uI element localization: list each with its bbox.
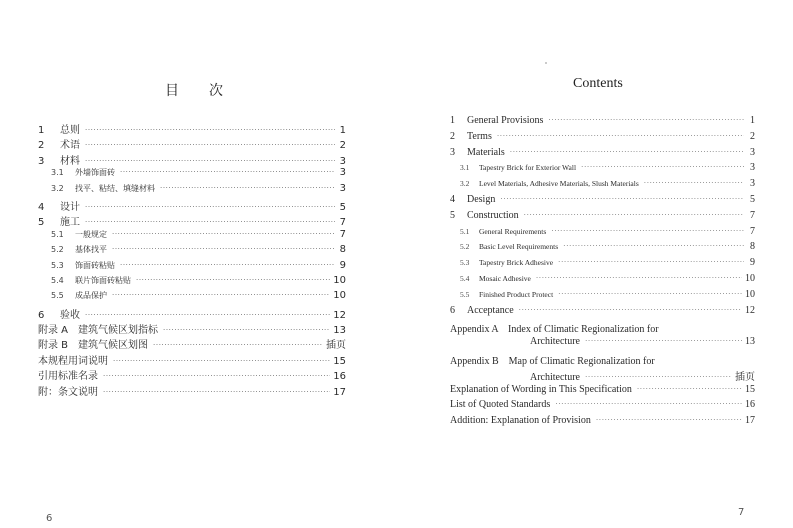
entry-label: List of Quoted Standards	[450, 399, 551, 411]
entry-page: 7	[339, 217, 346, 229]
entry-page: 3	[339, 155, 346, 167]
entry-page: 9	[339, 259, 346, 271]
entry-label: 术语	[60, 140, 80, 152]
entry-page: 15	[745, 383, 755, 395]
entry-label: 成品保护	[75, 291, 107, 301]
dot-leader	[585, 373, 732, 381]
entry-label: 引用标准名录	[38, 371, 98, 383]
entry-label: 附录 A 建筑气候区划指标	[38, 325, 159, 337]
toc-entry-wording[interactable]	[450, 384, 755, 400]
entry-page: 2	[339, 140, 346, 152]
entry-page: 插页	[735, 371, 755, 383]
entry-number: 5.2	[460, 242, 470, 252]
dot-leader	[555, 400, 742, 408]
entry-number: 4	[450, 193, 455, 205]
dot-leader	[510, 148, 744, 156]
title-char-1: 目	[165, 83, 179, 99]
toc-entry[interactable]	[38, 229, 346, 244]
entry-label: Tapestry Brick for Exterior Wall	[479, 163, 577, 173]
toc-list-chinese	[38, 121, 346, 398]
dot-leader	[103, 388, 330, 396]
entry-label: 找平、粘结、填缝材料	[75, 183, 155, 193]
left-page-chinese-toc	[0, 0, 396, 528]
entry-number: 5.1	[460, 226, 470, 236]
dot-leader	[163, 326, 330, 334]
entry-label: Finished Product Protect	[479, 289, 554, 299]
toc-entry-appendix-a-cont[interactable]	[450, 336, 755, 352]
entry-number: 3.2	[460, 179, 470, 189]
entry-label: Appendix A Index of Climatic Regionalization for	[450, 324, 659, 336]
dot-leader	[500, 195, 744, 203]
toc-entry[interactable]	[450, 273, 755, 289]
entry-page: 8	[339, 244, 346, 256]
entry-label: 总则	[60, 125, 80, 136]
entry-number: 6	[38, 309, 45, 321]
entry-label: 材料	[60, 155, 80, 167]
entry-page: 10	[745, 288, 755, 300]
entry-label: 饰面砖粘贴	[75, 260, 115, 270]
entry-label: General Requirements	[479, 226, 547, 236]
toc-entry[interactable]	[38, 306, 346, 321]
dot-leader	[120, 168, 335, 176]
toc-entry[interactable]	[38, 183, 346, 198]
right-page-english-toc	[397, 0, 793, 528]
entry-number: 2	[38, 140, 45, 152]
toc-entry[interactable]	[450, 226, 755, 242]
entry-number: 5	[450, 209, 455, 221]
dot-leader	[136, 276, 330, 284]
toc-entry[interactable]	[450, 210, 755, 226]
toc-entry-explanation[interactable]	[450, 415, 755, 431]
entry-number: 6	[450, 304, 455, 316]
dot-leader	[85, 141, 335, 149]
dot-leader	[112, 291, 330, 299]
toc-entry[interactable]	[450, 289, 755, 305]
entry-page: 7	[750, 209, 755, 221]
dot-leader	[85, 203, 335, 211]
dot-leader	[85, 157, 335, 165]
entry-label: Terms	[467, 130, 492, 142]
entry-number: 5	[38, 217, 45, 229]
dot-leader	[581, 163, 744, 171]
toc-entry-wording[interactable]	[38, 352, 346, 367]
entry-number: 3.2	[51, 183, 64, 193]
dot-leader	[558, 258, 744, 266]
page-number-right: 7	[738, 507, 745, 518]
entry-label: Mosaic Adhesive	[479, 273, 531, 283]
entry-number: 5.5	[51, 291, 64, 301]
dot-leader	[519, 306, 742, 314]
entry-number: 5.4	[51, 275, 64, 285]
entry-page: 10	[333, 290, 346, 302]
entry-label: Basic Level Requirements	[479, 242, 559, 252]
entry-label: Architecture	[530, 336, 580, 348]
entry-number: 5.3	[460, 258, 470, 268]
toc-entry-explanation[interactable]	[38, 383, 346, 398]
entry-number: 5.5	[460, 289, 470, 299]
entry-page: 17	[745, 415, 755, 427]
entry-page: 5	[339, 201, 346, 213]
toc-entry[interactable]	[450, 178, 755, 194]
entry-label: Acceptance	[467, 304, 514, 316]
entry-page: 3	[339, 182, 346, 194]
page-number-left: 6	[46, 513, 53, 524]
entry-label: Tapestry Brick Adhesive	[479, 258, 554, 268]
entry-label: 施工	[60, 217, 80, 229]
toc-entry[interactable]	[450, 115, 755, 131]
toc-entry[interactable]	[38, 260, 346, 275]
title-char-2: 次	[209, 83, 223, 99]
dot-leader	[558, 290, 742, 298]
entry-page: 9	[750, 257, 755, 269]
dot-leader	[551, 227, 744, 235]
entry-page: 15	[333, 355, 346, 367]
entry-number: 5.1	[51, 229, 64, 239]
toc-entry-appendix-b-cont[interactable]	[450, 368, 755, 384]
entry-page: 插页	[326, 340, 346, 352]
dot-leader	[497, 132, 744, 140]
entry-label: 外墙饰面砖	[75, 168, 115, 178]
entry-label: Level Materials, Adhesive Materials, Slush Materials	[479, 179, 639, 189]
dot-leader	[585, 337, 742, 345]
entry-page: 3	[750, 146, 755, 158]
entry-number: 1	[38, 125, 45, 136]
entry-page: 17	[333, 386, 346, 398]
entry-label: Materials	[467, 146, 505, 158]
entry-page: 2	[750, 130, 755, 142]
toc-entry[interactable]	[38, 244, 346, 259]
entry-page: 13	[333, 325, 346, 337]
entry-page: 1	[750, 115, 755, 126]
entry-label: 设计	[60, 201, 80, 213]
dot-leader	[160, 184, 335, 192]
toc-entry[interactable]	[450, 147, 755, 163]
entry-number: 3	[38, 155, 45, 167]
dot-leader	[637, 385, 742, 393]
entry-label: 附录 B 建筑气候区划图	[38, 340, 149, 352]
toc-entry-appendix-b[interactable]	[38, 336, 346, 351]
dot-leader	[563, 242, 744, 250]
entry-label: 本规程用词说明	[38, 355, 108, 367]
entry-page: 5	[750, 193, 755, 205]
entry-label: 附：条文说明	[38, 386, 98, 398]
toc-entry[interactable]	[38, 290, 346, 305]
toc-entry[interactable]	[450, 194, 755, 210]
entry-page: 10	[745, 272, 755, 284]
dot-leader	[596, 416, 742, 424]
toc-entry-appendix-a[interactable]	[450, 320, 755, 336]
toc-entry[interactable]	[450, 241, 755, 257]
dot-leader	[644, 179, 744, 187]
toc-entry-quoted-standards[interactable]	[450, 399, 755, 415]
entry-page: 3	[750, 162, 755, 174]
entry-page: 16	[333, 371, 346, 383]
entry-label: 验收	[60, 309, 80, 321]
entry-number: 3.1	[51, 168, 64, 178]
entry-label: Addition: Explanation of Provision	[450, 415, 591, 427]
dot-leader	[85, 126, 335, 134]
entry-page: 16	[745, 399, 755, 411]
dot-leader	[85, 311, 330, 319]
entry-page: 12	[333, 309, 346, 321]
entry-label: 一般规定	[75, 229, 107, 239]
entry-number: 3.1	[460, 163, 470, 173]
page-title-chinese	[165, 80, 223, 100]
entry-number: 1	[450, 115, 455, 126]
entry-label: 基体找平	[75, 245, 107, 255]
toc-entry[interactable]	[450, 162, 755, 178]
entry-page: 3	[339, 167, 346, 179]
dot-leader	[112, 245, 335, 253]
dot-leader	[153, 341, 323, 349]
entry-page: 7	[750, 225, 755, 237]
entry-number: 5.2	[51, 245, 64, 255]
dot-leader	[524, 211, 744, 219]
toc-entry-appendix-a[interactable]	[38, 321, 346, 336]
entry-label: Architecture	[530, 371, 580, 383]
entry-page: 12	[745, 304, 755, 316]
toc-entry[interactable]	[38, 152, 346, 167]
entry-page: 13	[745, 336, 755, 348]
entry-label: Design	[467, 193, 496, 205]
toc-entry[interactable]	[38, 121, 346, 136]
dot-leader	[536, 274, 742, 282]
toc-entry[interactable]	[38, 213, 346, 228]
toc-entry[interactable]	[450, 131, 755, 147]
toc-entry[interactable]	[38, 275, 346, 290]
entry-page: 8	[750, 241, 755, 253]
toc-entry[interactable]	[38, 136, 346, 151]
dot-leader	[548, 116, 744, 124]
dot-leader	[85, 218, 335, 226]
dot-leader	[103, 372, 330, 380]
entry-label: Explanation of Wording in This Specification	[450, 383, 632, 395]
toc-entry-appendix-b[interactable]	[450, 352, 755, 368]
toc-list-english	[450, 115, 755, 431]
entry-page: 7	[339, 228, 346, 240]
toc-entry[interactable]	[38, 167, 346, 182]
toc-entry[interactable]	[450, 305, 755, 321]
dot-leader	[112, 230, 335, 238]
entry-page: 1	[339, 125, 346, 136]
page-title-english: Contents	[573, 76, 623, 91]
entry-label: 联片饰面砖粘贴	[75, 275, 131, 285]
dot-leader	[113, 357, 330, 365]
entry-page: 3	[750, 178, 755, 190]
toc-entry[interactable]	[450, 257, 755, 273]
entry-label: Construction	[467, 209, 519, 221]
toc-entry-quoted-standards[interactable]	[38, 367, 346, 382]
toc-entry[interactable]	[38, 198, 346, 213]
entry-label: General Provisions	[467, 115, 544, 126]
entry-page: 10	[333, 274, 346, 286]
entry-number: 5.3	[51, 260, 64, 270]
entry-number: 5.4	[460, 273, 470, 283]
dot-leader	[120, 261, 335, 269]
entry-number: 3	[450, 146, 455, 158]
entry-number: 4	[38, 201, 45, 213]
entry-number: 2	[450, 130, 455, 142]
entry-label: Appendix B Map of Climatic Regionalization for	[450, 355, 655, 367]
scan-speck	[545, 62, 547, 64]
